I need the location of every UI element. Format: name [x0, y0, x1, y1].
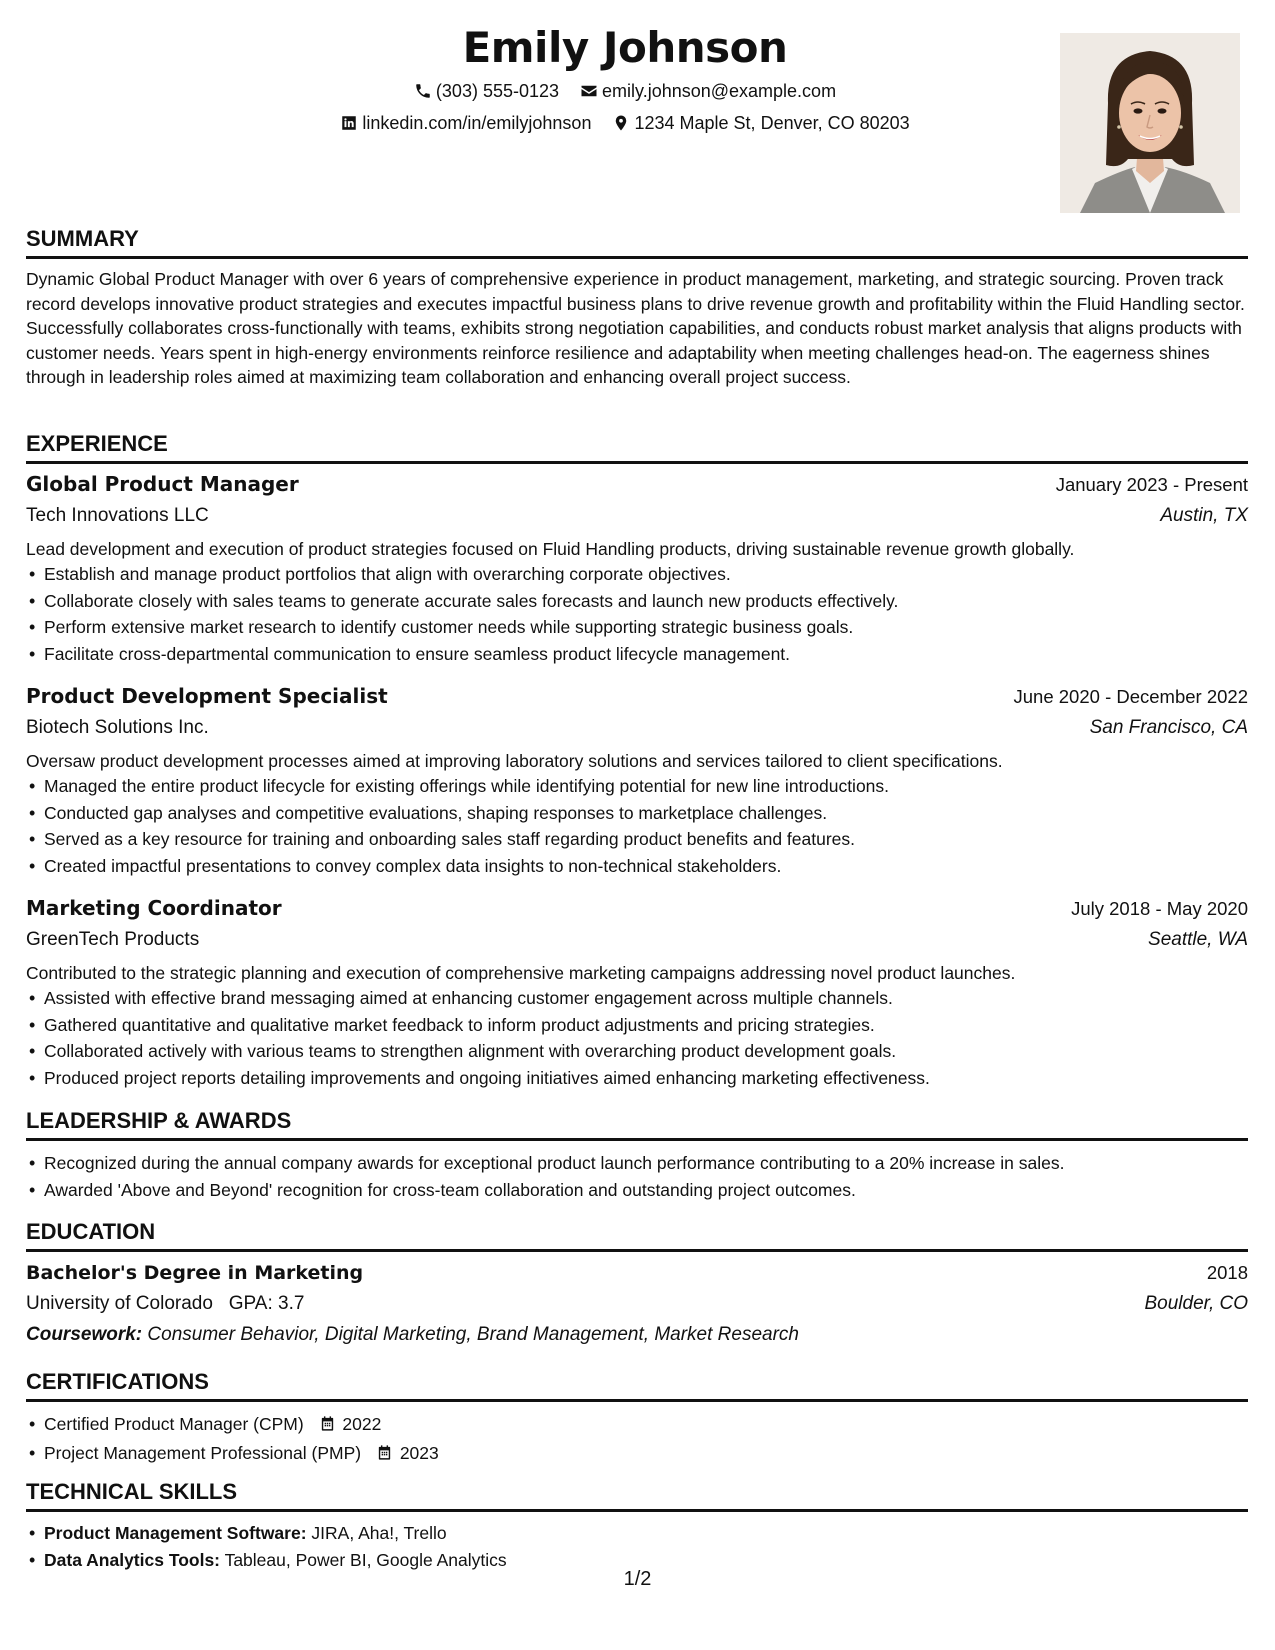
- job-2-company-row: [26, 714, 1248, 742]
- contact-phone: [414, 80, 559, 102]
- list-item: • Recognized during the annual company awards for exceptional product launch performance contributing to a 20% increase in sales.: [26, 1150, 1248, 1177]
- graduation-year: 2018: [1206, 1262, 1248, 1283]
- job-title: Global Product Manager: [26, 472, 299, 496]
- job-title: Product Development Specialist: [26, 684, 388, 708]
- profile-photo: [1060, 33, 1240, 213]
- list-item: • Collaborated actively with various teams to strengthen alignment with overarching product development goals.: [26, 1038, 1248, 1065]
- contact-email[interactable]: [580, 80, 836, 102]
- education-school-row: [26, 1290, 1248, 1318]
- job-description: Lead development and execution of product strategies focused on Fluid Handling products, driving sustainable revenue growth globally.: [26, 539, 1075, 559]
- envelope-icon: [580, 82, 598, 100]
- list-item: • Managed the entire product lifecycle for existing offerings while identifying potential for new line introductions.: [26, 773, 1248, 800]
- summary-text: Dynamic Global Product Manager with over 6 years of comprehensive experience in product management, marketing, and strategic sourcing. Proven track record develops innovative product strategies and executes impactful business plans to drive revenue growth and profitability within the Fluid Handling sector. Successfully collaborates cross-functionally with teams, exhibits strong negotiation capabilities, and conducts robust market analysis that aligns products with customer needs. Years spent in high-energy environments reinforce resilience and adaptability when meeting challenges head-on. The eagerness shines through in leadership roles aimed at maximizing team collaboration and enhancing overall project success.: [26, 269, 1245, 387]
- list-item: • Establish and manage product portfolios that align with overarching corporate objectives.: [26, 561, 1248, 588]
- job-title: Marketing Coordinator: [26, 896, 282, 920]
- skill-label: Data Analytics Tools:: [44, 1549, 221, 1570]
- cert-name: Certified Product Manager (CPM): [44, 1414, 304, 1434]
- list-item: [26, 1411, 1248, 1440]
- page-number: 1/2: [623, 1568, 652, 1590]
- job-location: Austin, TX: [1160, 505, 1248, 526]
- address-text: 1234 Maple St, Denver, CO 80203: [634, 113, 910, 133]
- job-dates: June 2020 - December 2022: [1013, 686, 1248, 707]
- summary-heading: SUMMARY: [26, 225, 1248, 259]
- coursework-list: Consumer Behavior, Digital Marketing, Brand Management, Market Research: [147, 1324, 799, 1345]
- coursework-label: Coursework:: [26, 1324, 143, 1345]
- school-location: Boulder, CO: [1144, 1293, 1248, 1314]
- job-company: GreenTech Products: [26, 929, 200, 950]
- list-item: [26, 1520, 1248, 1547]
- linkedin-text[interactable]: linkedin.com/in/emilyjohnson: [362, 113, 592, 133]
- calendar-icon: [376, 1442, 393, 1469]
- certifications-list: [26, 1411, 1248, 1468]
- skills-heading: TECHNICAL SKILLS: [26, 1478, 1248, 1512]
- experience-heading: EXPERIENCE: [26, 430, 1248, 464]
- education-heading: EDUCATION: [26, 1218, 1248, 1252]
- job-1-bullets: [26, 561, 1248, 668]
- list-item: • Gathered quantitative and qualitative market feedback to inform product adjustments and pricing strategies.: [26, 1012, 1248, 1039]
- phone-icon: [414, 82, 432, 100]
- list-item: • Assisted with effective brand messaging aimed at enhancing customer engagement across multiple channels.: [26, 985, 1248, 1012]
- job-company: Biotech Solutions Inc.: [26, 717, 209, 738]
- cert-name: Project Management Professional (PMP): [44, 1442, 362, 1463]
- calendar-icon: [319, 1413, 336, 1440]
- list-item: [26, 1440, 1248, 1469]
- leadership-heading: LEADERSHIP & AWARDS: [26, 1107, 1248, 1141]
- job-1-header: [26, 470, 1248, 499]
- job-3-bullets: [26, 985, 1248, 1092]
- list-item: • Created impactful presentations to convey complex data insights to non-technical stakeholders.: [26, 853, 1248, 880]
- job-3-company-row: [26, 926, 1248, 954]
- cert-year: 2022: [342, 1414, 382, 1434]
- job-description: Contributed to the strategic planning and execution of comprehensive marketing campaigns addressing novel product launches.: [26, 963, 1016, 983]
- skill-value: JIRA, Aha!, Trello: [311, 1523, 447, 1543]
- cert-year: 2023: [399, 1442, 439, 1463]
- email-text[interactable]: emily.johnson@example.com: [602, 81, 837, 101]
- gpa: GPA: 3.7: [228, 1293, 305, 1314]
- job-dates: July 2018 - May 2020: [1071, 898, 1248, 919]
- job-2-header: [26, 682, 1248, 711]
- job-3-header: [26, 894, 1248, 923]
- school-name: University of Colorado: [26, 1293, 213, 1314]
- list-item: • Conducted gap analyses and competitive evaluations, shaping responses to marketplace challenges.: [26, 800, 1248, 827]
- list-item: • Served as a key resource for training and onboarding sales staff regarding product benefits and features.: [26, 826, 1248, 853]
- linkedin-icon: [340, 114, 358, 132]
- skill-value: Tableau, Power BI, Google Analytics: [224, 1549, 507, 1570]
- education-header: [26, 1259, 1248, 1287]
- degree-title: Bachelor's Degree in Marketing: [26, 1262, 364, 1284]
- phone-text: (303) 555-0123: [435, 81, 560, 101]
- leadership-bullets: [26, 1150, 1248, 1203]
- job-description: Oversaw product development processes aimed at improving laboratory solutions and services tailored to client specifications.: [26, 751, 1003, 771]
- job-location: San Francisco, CA: [1089, 717, 1248, 738]
- job-company: Tech Innovations LLC: [26, 505, 209, 526]
- coursework: [26, 1321, 1248, 1349]
- job-1-company-row: [26, 502, 1248, 530]
- map-pin-icon: [612, 114, 630, 132]
- job-2-bullets: [26, 773, 1248, 880]
- list-item: • Facilitate cross-departmental communication to ensure seamless product lifecycle management.: [26, 641, 1248, 668]
- contact-linkedin[interactable]: [340, 112, 591, 134]
- candidate-name: Emily Johnson: [462, 23, 788, 72]
- job-location: Seattle, WA: [1148, 929, 1248, 950]
- list-item: • Awarded 'Above and Beyond' recognition for cross-team collaboration and outstanding project outcomes.: [26, 1177, 1248, 1204]
- list-item: • Produced project reports detailing improvements and ongoing initiatives aimed enhancing marketing effectiveness.: [26, 1065, 1248, 1092]
- list-item: • Perform extensive market research to identify customer needs while supporting strategic business goals.: [26, 614, 1248, 641]
- job-dates: January 2023 - Present: [1055, 474, 1248, 495]
- contact-address: [612, 112, 909, 134]
- avatar: [1060, 33, 1240, 213]
- list-item: • Collaborate closely with sales teams to generate accurate sales forecasts and launch new products effectively.: [26, 588, 1248, 615]
- skill-label: Product Management Software:: [44, 1523, 307, 1543]
- school-info: [26, 1290, 304, 1318]
- certifications-heading: CERTIFICATIONS: [26, 1368, 1248, 1402]
